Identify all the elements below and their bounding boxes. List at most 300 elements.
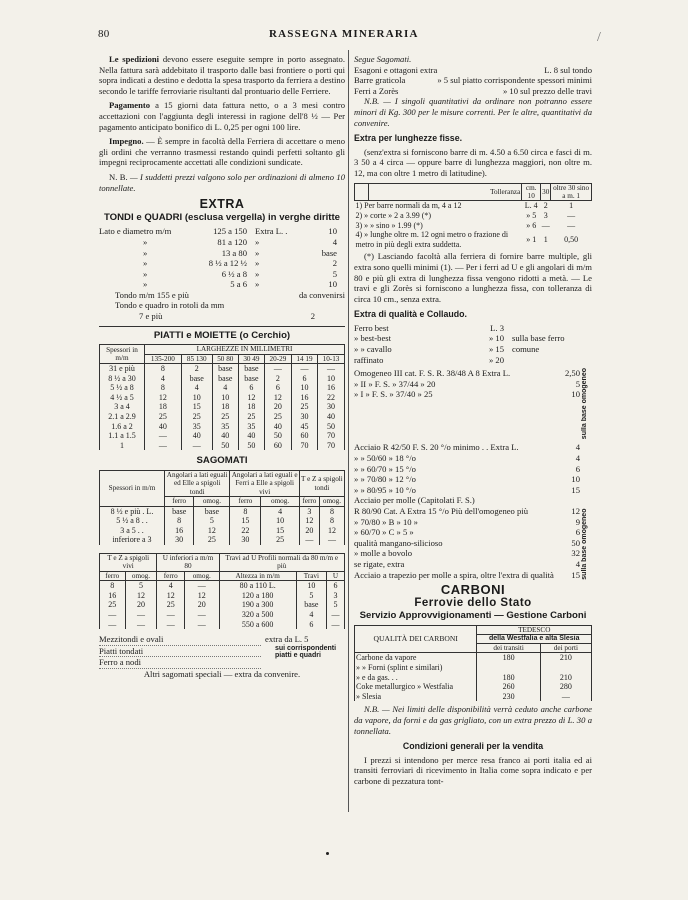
table-header: ferro — [165, 497, 194, 506]
acciaio-row-label: Acciaio per molle (Capitolati F. S.) — [354, 495, 475, 506]
acciaio-row-label: se rigate, extra — [354, 558, 405, 569]
table-cell: 5 — [194, 516, 230, 526]
qualita-row — [354, 344, 504, 355]
table-cell: 4 — [212, 383, 238, 393]
tondi-row — [99, 269, 345, 280]
table-cell: 12 — [319, 526, 344, 536]
table-cell: 40 — [212, 431, 238, 441]
table-cell: 8 — [230, 506, 261, 516]
misc-item: Mezzitondi e ovali — [99, 634, 261, 646]
tondi-cell: 5 — [332, 268, 337, 279]
table-header: omog. — [125, 571, 157, 580]
qualita-row-value: » 20 — [488, 354, 504, 365]
table-cell: 70 — [318, 431, 345, 441]
acciaio-row-value: 15 — [571, 484, 580, 495]
omogeneo-row-value: 10 — [571, 389, 580, 400]
acciaio-block — [354, 442, 592, 580]
qualita-side: sulla base ferro comune — [512, 333, 565, 355]
table-cell: 20 — [125, 600, 157, 610]
table-cell: 4) » lunghe oltre m. 12 ogni metro o frazione di metro in più degli extra suddetta. — [355, 230, 509, 249]
table-cell: 4 — [145, 374, 182, 384]
acciaio-row-value: 4 — [575, 442, 580, 453]
table-header: omog. — [194, 497, 230, 506]
qualita-row-label: raffinato — [354, 354, 384, 365]
table-cell: 120 a 180 — [219, 591, 296, 601]
tz-table — [99, 553, 345, 629]
table-cell: 10 — [261, 516, 300, 526]
table-cell: » 6 — [526, 220, 537, 230]
acciaio-row-label: » » 50/60 » 18 °/o — [354, 453, 416, 464]
table-cell: 0,50 — [564, 234, 579, 244]
table-cell: 16 — [291, 393, 317, 403]
tondi-cell: » — [255, 236, 260, 247]
qualita-row — [354, 333, 504, 344]
corner-mark: / — [597, 30, 601, 45]
table-cell: 50 — [318, 422, 345, 432]
table-cell: 60 — [291, 431, 317, 441]
table-cell: 10 — [291, 383, 317, 393]
table-row — [100, 412, 345, 422]
table-cell: 8 — [319, 506, 344, 516]
table-cell: 80 a 110 L. — [219, 581, 296, 591]
lunghezze-text: (senz'extra si forniscono barre di m. 4.50 a 6.50 circa e fasci di m. 3 50 a 4 circa — oppure barre di lunghezza maggiori, non oltre m. 12, ma con oltre 1 metro di latitudine). — [354, 146, 592, 178]
tondi-cell: » — [143, 247, 148, 258]
table-row — [355, 673, 592, 683]
table-header: Altezza in m/m — [219, 571, 296, 580]
misc-item: Piatti tondati — [99, 646, 261, 658]
segue-row — [354, 75, 592, 86]
acciaio-row-value: 32 — [571, 548, 580, 559]
tondi-cell: » — [143, 236, 148, 247]
table-row — [355, 230, 592, 249]
segue-nb: N.B. — I singoli quantitativi da ordinare non potranno essere minori di Kg. 300 per le misure correnti. Per le altre, quantitativi da convenire. — [354, 96, 592, 128]
acciaio-row — [354, 527, 580, 538]
table-cell: base — [194, 506, 230, 516]
table-cell: 12 — [299, 516, 319, 526]
tondi-cell: » — [255, 279, 260, 290]
table-cell: 50 — [264, 431, 291, 441]
table-cell: 16 — [165, 526, 194, 536]
table-cell: 30 — [318, 402, 345, 412]
table-header: 10-13 — [318, 354, 345, 363]
table-cell: inferiore a 3 — [100, 535, 165, 545]
table-cell: — — [145, 431, 182, 441]
table-cell: — — [541, 220, 550, 230]
table-header: Spessori in m/m — [100, 345, 145, 364]
table-header: Travi ad U Profili normali da 80 m/m e più — [219, 554, 345, 572]
table-header: omog. — [319, 497, 344, 506]
table-header: dei porti — [540, 643, 591, 652]
table-header: 85 130 — [181, 354, 212, 363]
table-cell: — — [264, 364, 291, 374]
acciaio-row-label: » 60/70 » C » 5 » — [354, 527, 414, 538]
table-header: 135-200 — [145, 354, 182, 363]
table-cell: 25 — [100, 600, 126, 610]
acciaio-row-value: 6 — [575, 463, 580, 474]
lunghezze-note: (*) Lasciando facoltà alla ferriera di fornire barre multiple, gli extra sono quelli minimi (1). — Per i ferri ad U e gli angolari di m/m 80 e più gli extra di lunghezza fissa vengono ridotti a metà. — Le travi e gli Zorès si forniscono a lunghezza fissa, con tolleranza di circa 10 cm., senza extra. — [354, 251, 592, 304]
table-header: cm. 10 — [522, 183, 541, 201]
table-cell: 18 — [238, 402, 264, 412]
acciaio-row-label: » » 70/80 » 12 °/o — [354, 474, 416, 485]
table-cell: 3 a 4 — [100, 402, 145, 412]
table-row — [100, 610, 345, 620]
left-column — [99, 54, 345, 680]
qualita-row-value: » 10 — [488, 333, 504, 344]
acciaio-row-label: » 70/80 » B » 10 » — [354, 516, 418, 527]
table-cell: 8 — [319, 516, 344, 526]
table-cell: 30 — [291, 412, 317, 422]
piatti-table — [99, 344, 345, 450]
table-cell: 280 — [540, 682, 591, 692]
table-cell: 22 — [230, 526, 261, 536]
segue-row-label: Barre graticola — [354, 75, 406, 86]
page-number: 80 — [98, 28, 110, 40]
omogeneo-row-value: 5 — [575, 378, 580, 389]
table-cell: » Slesia — [355, 692, 477, 702]
table-cell: 16 — [318, 383, 345, 393]
table-cell: 12 — [157, 591, 185, 601]
table-cell: 15 — [181, 402, 212, 412]
table-cell: 4 — [181, 383, 212, 393]
table-cell: 1 — [543, 234, 548, 244]
table-cell: 8 ½ a 30 — [100, 374, 145, 384]
table-row — [355, 692, 592, 702]
segue-row-value: » 5 sul piatto corrispondente spessori minimi — [437, 75, 592, 86]
acciaio-row-value: 15 — [571, 569, 580, 580]
table-cell: 30 — [230, 535, 261, 545]
table-cell: — — [299, 535, 319, 545]
table-cell: base — [212, 364, 238, 374]
table-cell: 10 — [181, 393, 212, 403]
table-cell: 2 — [181, 364, 212, 374]
table-header: 20-29 — [264, 354, 291, 363]
table-cell: 210 — [540, 673, 591, 683]
segue-heading: Segue Sagomati. — [354, 54, 412, 64]
table-cell: 5 — [296, 591, 326, 601]
table-cell: 16 — [100, 591, 126, 601]
table-cell: 2.1 a 2.9 — [100, 412, 145, 422]
tondi-cell: » — [255, 247, 260, 258]
acciaio-row-value: 4 — [575, 453, 580, 464]
sagomati-heading: SAGOMATI — [196, 455, 248, 467]
table-cell: base — [296, 600, 326, 610]
table-cell: — — [100, 610, 126, 620]
table-cell: 35 — [212, 422, 238, 432]
table-cell: base — [181, 374, 212, 384]
tondi-cell: » — [143, 268, 148, 279]
qualita-row — [354, 355, 504, 366]
omogeneo-row-label: » II » F. S. » 37/44 » 20 — [354, 378, 436, 389]
table-header: 50 80 — [212, 354, 238, 363]
acciaio-row — [354, 559, 580, 570]
table-cell: 10 — [212, 393, 238, 403]
omogeneo-row — [354, 379, 580, 390]
table-header: TEDESCO — [477, 625, 592, 634]
table-cell: 1 — [569, 201, 574, 211]
qualita-row-label: » » cavallo — [354, 344, 392, 355]
table-cell: — — [125, 610, 157, 620]
table-cell: 4 — [157, 581, 185, 591]
table-header: T e Z a spigoli tondi — [299, 471, 344, 497]
table-cell: 12 — [125, 591, 157, 601]
acciaio-row — [354, 442, 580, 453]
piatti-heading: PIATTI e MOIETTE (o Cerchio) — [153, 329, 291, 341]
table-cell: 8 — [100, 581, 126, 591]
table-cell: 12 — [185, 591, 219, 601]
table-cell: » » Forni (splint e similari) — [355, 663, 477, 673]
acciaio-row — [354, 453, 580, 464]
sagomati-table — [99, 470, 345, 545]
table-cell: 40 — [264, 422, 291, 432]
table-row — [355, 211, 592, 221]
table-row — [100, 581, 345, 591]
omogeneo-side: sulla base omogeneo — [581, 368, 588, 440]
table-header: 30 — [541, 183, 551, 201]
qualita-row-value: » 15 — [488, 344, 504, 355]
tondi-cell: base — [321, 247, 337, 258]
ferrovie-heading: Ferrovie dello Stato — [414, 596, 532, 609]
table-cell: — — [185, 620, 219, 630]
table-cell: base — [165, 506, 194, 516]
table-cell: 50 — [212, 441, 238, 451]
paragraph-spedizioni: Le spedizioni devono essere eseguite sempre in porto assegnato. Nella fattura sarà addebitato il trasporto dalle basi frontiere o porti qui sopra indicati a destino e dedotta la spesa trasporto da ferriera a destino secondo le tariffe ferroviarie risultanti dal prontuario delle Ferriere. — [99, 54, 346, 96]
table-header: QUALITÀ DEI CARBONI — [355, 625, 477, 652]
table-cell: 1 — [100, 441, 145, 451]
table-cell: 3 a 5 . . — [100, 526, 165, 536]
acciaio-row — [354, 495, 580, 506]
table-cell: — — [318, 364, 345, 374]
table-cell: 70 — [318, 441, 345, 451]
table-cell: Coke metallurgico » Westfalia — [355, 682, 477, 692]
table-header: Spessori in m/m — [100, 471, 165, 507]
table-header: ferro — [157, 571, 185, 580]
table-row — [100, 374, 345, 384]
table-header: oltre 30 sino a m. 1 — [551, 183, 592, 201]
table-cell: 2 — [543, 201, 548, 211]
table-header: U — [326, 571, 344, 580]
omogeneo-row-label: Omogeneo III cat. F. S. R. 38/48 A 8 Extra L. — [354, 368, 511, 379]
tondi-cell: » — [255, 258, 260, 269]
table-cell: 3 — [326, 591, 344, 601]
table-row — [355, 201, 592, 211]
table-cell: 12 — [194, 526, 230, 536]
acciaio-row-label: Acciaio a trapezio per molle a spira, oltre l'extra di qualità — [354, 569, 554, 580]
table-cell: 20 — [299, 526, 319, 536]
table-cell: 3 — [543, 210, 548, 220]
qualita-block — [354, 323, 592, 365]
table-cell: 25 — [264, 412, 291, 422]
misc-block — [99, 634, 345, 669]
table-cell: 5 — [326, 600, 344, 610]
qualita-row-value: L. 3 — [490, 322, 504, 333]
table-header: Angolari a lati eguali ed Elle a spigoli tondi — [165, 471, 230, 497]
table-cell: 3) » » sino » 1.99 (*) — [355, 220, 423, 230]
page-header — [98, 28, 598, 40]
tondi-line: Tondo m/m 155 e più da convenirsi — [115, 289, 345, 300]
table-cell: 22 — [318, 393, 345, 403]
tondi-heading: TONDI e QUADRI (esclusa vergella) in verghe diritte — [103, 211, 340, 223]
table-cell: 10 — [296, 581, 326, 591]
table-cell: 8 — [165, 516, 194, 526]
table-cell: — — [326, 610, 344, 620]
acciaio-row-value: 9 — [575, 516, 580, 527]
table-cell: 180 — [477, 673, 540, 683]
table-cell: 40 — [181, 431, 212, 441]
tondi-cell: » — [255, 268, 260, 279]
table-header: T e Z a spigoli vivi — [100, 554, 157, 572]
segue-row — [354, 65, 592, 76]
table-row — [100, 383, 345, 393]
table-cell: 6 — [296, 620, 326, 630]
tondi-cell: 125 a 150 — [213, 226, 247, 237]
table-cell: 6 — [291, 374, 317, 384]
paragraph-nb: N. B. — I suddetti prezzi valgono solo per ordinazioni di almeno 10 tonnellate. — [99, 171, 345, 193]
table-header: ferro — [230, 497, 261, 506]
table-cell: 180 — [477, 653, 540, 663]
table-header: U inferiori a m/m 80 — [157, 554, 219, 572]
table-row — [355, 682, 592, 692]
table-cell: 8 — [145, 383, 182, 393]
table-cell: 260 — [477, 682, 540, 692]
table-cell: Carbone da vapore — [355, 653, 477, 663]
table-header — [355, 183, 369, 201]
table-cell: 70 — [291, 441, 317, 451]
qualita-row — [354, 323, 504, 334]
table-header: LARGHEZZE IN MILLIMETRI — [145, 345, 345, 354]
table-cell: » 5 — [526, 210, 537, 220]
table-row — [100, 393, 345, 403]
tondi-cell: Extra L. . — [255, 226, 288, 237]
acciaio-row-value: 10 — [571, 474, 580, 485]
segue-row-value: L. 8 sul tondo — [544, 64, 592, 75]
table-header: ferro — [100, 571, 126, 580]
table-cell: 5 ½ a 8 . . — [100, 516, 165, 526]
acciaio-row — [354, 570, 580, 581]
table-cell: — — [185, 581, 219, 591]
table-cell: 4 ½ a 5 — [100, 393, 145, 403]
table-cell: » 1 — [526, 234, 537, 244]
table-cell: 230 — [477, 692, 540, 702]
table-cell: — — [326, 620, 344, 630]
acciaio-row — [354, 517, 580, 528]
column-divider — [348, 50, 349, 812]
tondi-cell: 81 a 120 — [217, 236, 247, 247]
table-cell: 1.6 a 2 — [100, 422, 145, 432]
table-cell: 2 — [264, 374, 291, 384]
table-cell: 25 — [145, 412, 182, 422]
table-cell: 25 — [261, 535, 300, 545]
table-cell: 8 — [145, 364, 182, 374]
table-cell: 20 — [264, 402, 291, 412]
table-cell: » e da gas. . . — [355, 673, 477, 683]
table-header: Travi — [296, 571, 326, 580]
table-cell: 20 — [185, 600, 219, 610]
paragraph-impegno: Impegno. — È sempre in facoltà della Ferriera di accettare o meno gli ordini che verranno trasmessi restando quindi perfetti soltanto gli impegni reciprocamente accettati alle condizioni sundicate. — [99, 136, 345, 168]
table-row — [100, 422, 345, 432]
table-cell: 25 — [181, 412, 212, 422]
tondi-row — [99, 248, 345, 259]
table-header: 30 49 — [238, 354, 264, 363]
table-cell: 12 — [238, 393, 264, 403]
table-row — [100, 535, 345, 545]
table-cell: 550 a 600 — [219, 620, 296, 630]
acciaio-row — [354, 548, 580, 559]
table-cell: 5 ½ a 8 — [100, 383, 145, 393]
table-row — [100, 516, 345, 526]
table-cell: 40 — [318, 412, 345, 422]
carboni-nb: N.B. — Nei limiti delle disponibilità verrà ceduto anche carbone da vapore, da forni e da gas grigliato, con un extra prezzo di L. 30 a tonnellata. — [354, 704, 592, 736]
carboni-heading: CARBONI — [440, 582, 506, 598]
table-cell: 12 — [145, 393, 182, 403]
table-cell: 18 — [145, 402, 182, 412]
carboni-table — [354, 625, 592, 701]
table-cell: — — [157, 610, 185, 620]
segue-row-label: Esagoni e ottagoni extra — [354, 64, 438, 75]
tondi-cell: 8 ½ a 12 ½ — [208, 258, 247, 269]
table-row — [100, 441, 345, 451]
tondi-row — [99, 258, 345, 269]
table-header: omog. — [185, 571, 219, 580]
servizio-heading: Servizio Approvvigionamenti — Gestione Carboni — [359, 610, 587, 622]
acciaio-row-label: qualità mangano-silicioso — [354, 537, 443, 548]
divider — [99, 326, 345, 327]
segue-list — [354, 65, 592, 97]
acciaio-side: sulla base omogeneo — [581, 508, 588, 581]
table-cell: 35 — [238, 422, 264, 432]
acciaio-row-value: 4 — [575, 558, 580, 569]
table-cell: 12 — [264, 393, 291, 403]
acciaio-row-value: 6 — [575, 527, 580, 538]
omogeneo-row-value: 2,50 — [564, 368, 580, 379]
table-cell: — — [181, 441, 212, 451]
table-row — [100, 600, 345, 610]
table-cell: 25 — [157, 600, 185, 610]
tondi-cell: 5 a 6 — [230, 279, 247, 290]
acciaio-row — [354, 485, 580, 496]
table-row — [100, 431, 345, 441]
omogeneo-row — [354, 368, 580, 379]
table-cell: — — [100, 620, 126, 630]
table-cell: 25 — [291, 402, 317, 412]
table-cell: 18 — [212, 402, 238, 412]
table-cell: 35 — [181, 422, 212, 432]
table-cell: 8 ½ e più . L. — [100, 506, 165, 516]
condizioni-heading: Condizioni generali per la vendita — [402, 741, 544, 752]
table-cell: 190 a 300 — [219, 600, 296, 610]
acciaio-row-label: R 80/90 Cat. A Extra 15 °/o Più dell'omogeneo più — [354, 506, 528, 516]
table-cell: 10 — [318, 374, 345, 384]
table-header: ferro — [299, 497, 319, 506]
table-cell — [540, 663, 591, 673]
qualita-row-label: » best-best — [354, 333, 391, 344]
tondi-line: Tondo e quadro in rotoli da mm — [115, 300, 225, 311]
tondi-cell: 2 — [332, 258, 337, 269]
misc-value: extra da L. 5 — [265, 634, 309, 645]
table-cell: 6 — [264, 383, 291, 393]
table-cell: 25 — [238, 412, 264, 422]
table-row — [100, 506, 345, 516]
tondi-list — [99, 226, 345, 290]
condizioni-text: I prezzi si intendono per merce resa franco ai porti italia ed ai transiti ferroviari di ricevimento in Italia come sopra indicato e per carbone di pezzatura tont- — [354, 754, 592, 786]
acciaio-row-label: » molle a bovolo — [354, 548, 412, 559]
table-cell: 3 — [299, 506, 319, 516]
tondi-cell: 10 — [328, 226, 337, 237]
table-cell: 31 e più — [100, 364, 145, 374]
tondi-cell: 13 a 80 — [221, 247, 247, 258]
acciaio-row-value: 12 — [571, 506, 580, 516]
table-cell: 30 — [165, 535, 194, 545]
paragraph-pagamento: Pagamento a 15 giorni data fattura netto, o a 3 mesi contro accettazioni con l'aggiunta degli interessi in ragione dell'8 ½ — Per pagamento anticipato bonifico di L. 0,25 per ogni 100 lire. — [99, 100, 345, 132]
